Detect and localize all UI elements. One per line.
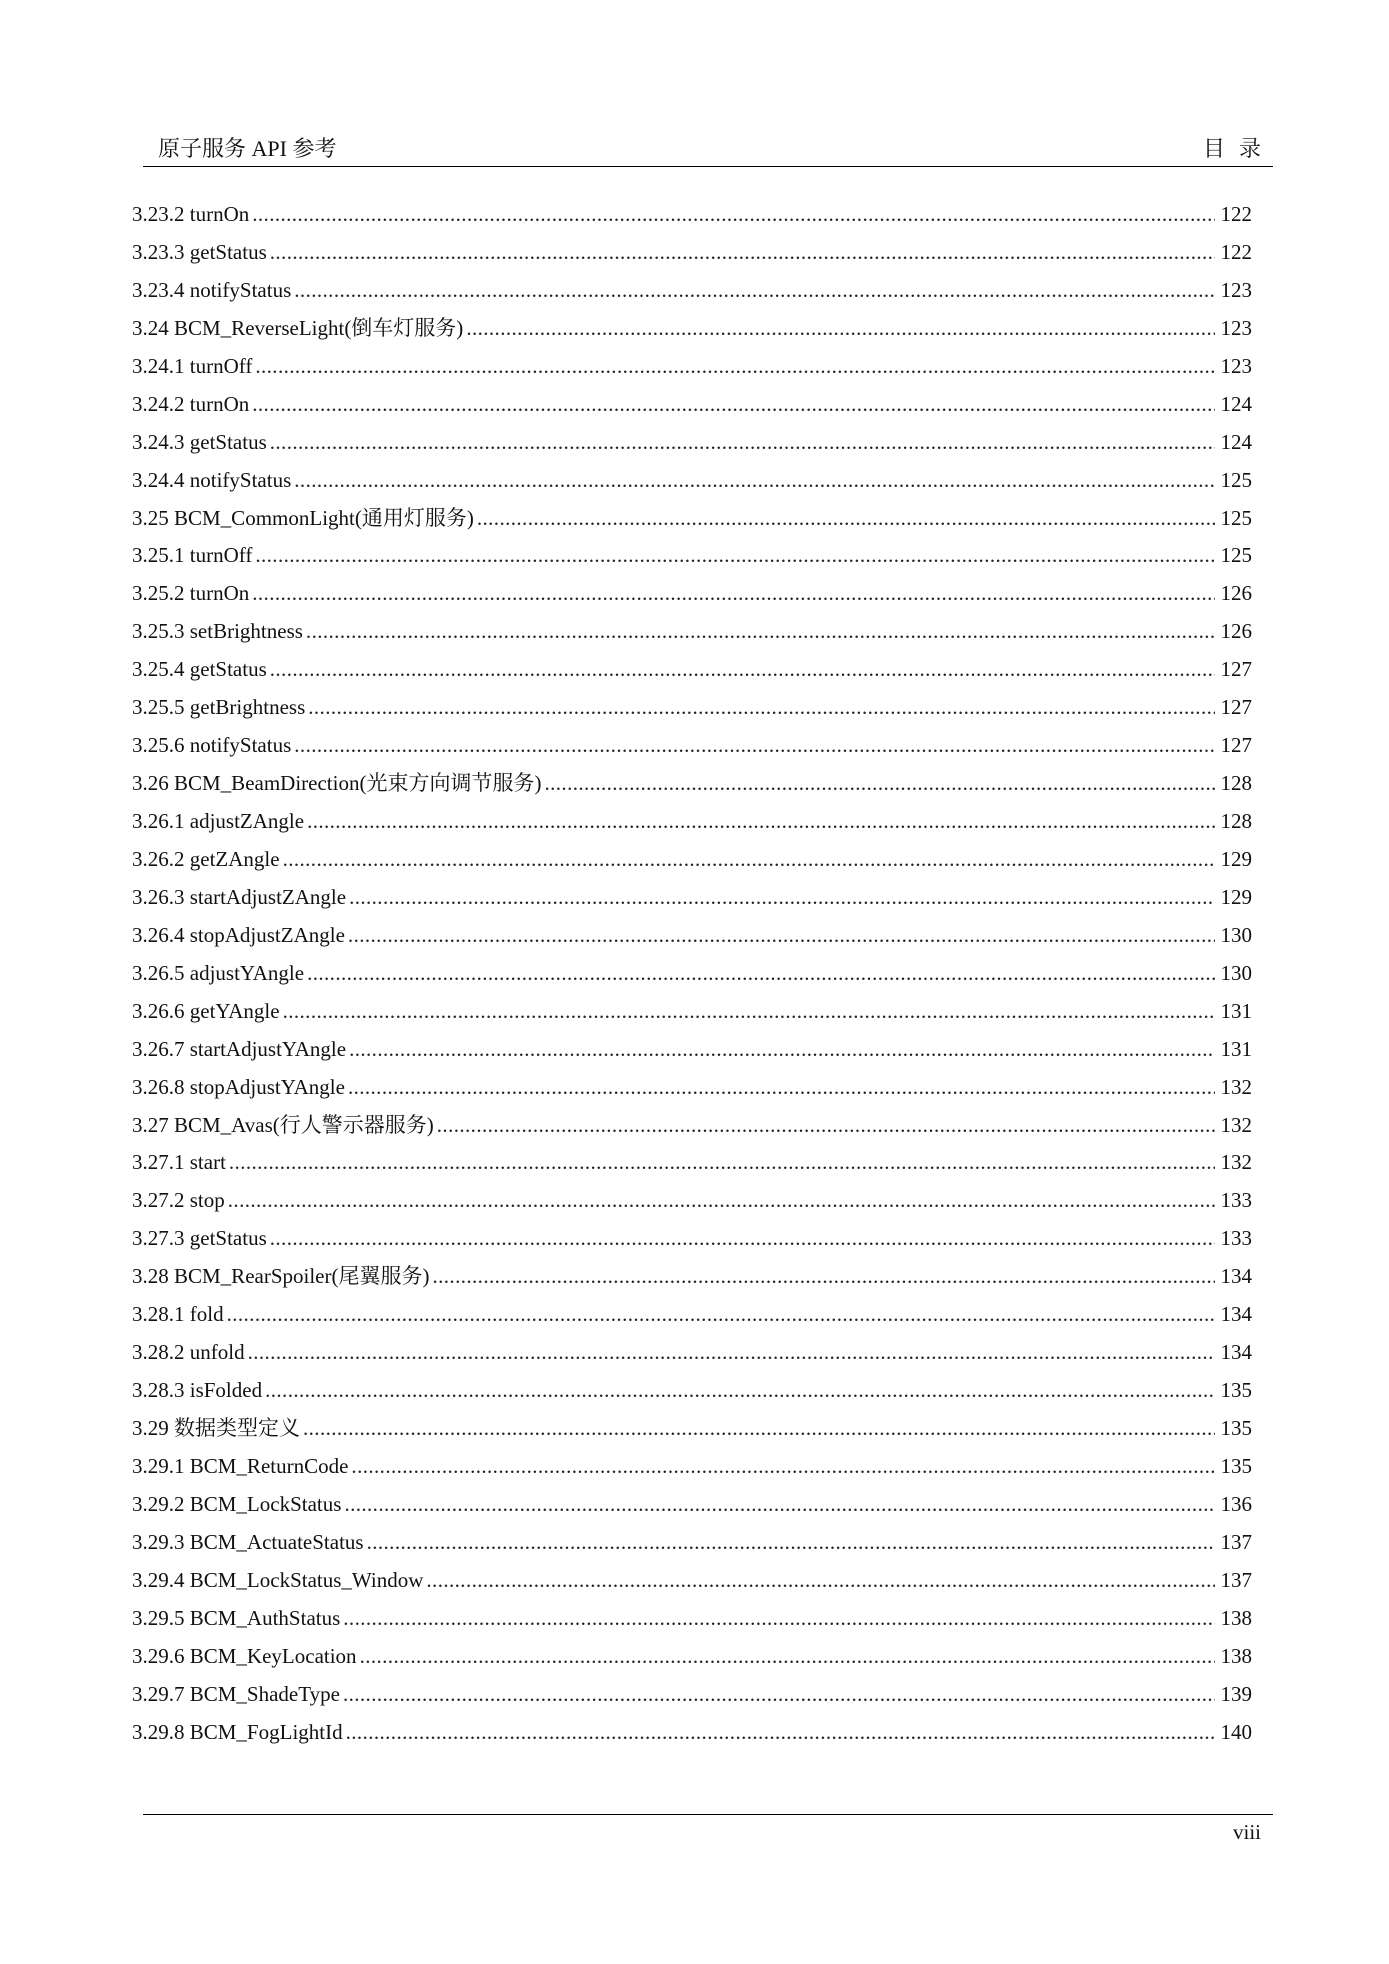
toc-entry[interactable] — [132, 1638, 1252, 1676]
document-title: 原子服务 API 参考 — [158, 136, 337, 161]
toc-entry-page: 133 — [1220, 1226, 1252, 1251]
toc-entry-page: 134 — [1220, 1340, 1252, 1365]
toc-dot-leader — [252, 575, 1215, 613]
toc-entry[interactable] — [132, 386, 1252, 424]
toc-dot-leader — [294, 462, 1215, 500]
table-of-contents — [132, 196, 1252, 1751]
toc-entry[interactable] — [132, 1524, 1252, 1562]
toc-dot-leader — [351, 1448, 1215, 1486]
toc-entry-title: 3.23.3 getStatus — [132, 239, 267, 264]
toc-dot-leader — [248, 1334, 1215, 1372]
toc-dot-leader — [367, 1524, 1215, 1562]
toc-entry-title: 3.29.5 BCM_AuthStatus — [132, 1605, 341, 1630]
toc-entry-page: 126 — [1220, 581, 1252, 606]
toc-entry-page: 132 — [1220, 1112, 1252, 1137]
toc-entry[interactable] — [132, 1334, 1252, 1372]
toc-entry-title: 3.29.2 BCM_LockStatus — [132, 1491, 342, 1516]
toc-entry[interactable] — [132, 196, 1252, 234]
toc-entry-title: 3.29 数据类型定义 — [132, 1416, 300, 1440]
toc-entry-page: 135 — [1220, 1416, 1252, 1440]
toc-dot-leader — [229, 1144, 1215, 1182]
toc-entry-title: 3.26.7 startAdjustYAngle — [132, 1036, 347, 1061]
toc-dot-leader — [344, 1486, 1215, 1524]
toc-entry-page: 137 — [1220, 1567, 1252, 1592]
toc-entry[interactable] — [132, 803, 1252, 841]
toc-dot-leader — [308, 689, 1215, 727]
toc-entry[interactable] — [132, 1448, 1252, 1486]
toc-entry-page: 132 — [1220, 1150, 1252, 1175]
toc-entry-page: 140 — [1220, 1719, 1252, 1744]
toc-entry-title: 3.24.1 turnOff — [132, 353, 253, 378]
toc-entry-page: 122 — [1220, 239, 1252, 264]
toc-entry-title: 3.29.7 BCM_ShadeType — [132, 1681, 340, 1706]
toc-entry[interactable] — [132, 1031, 1252, 1069]
toc-dot-leader — [270, 234, 1215, 272]
toc-dot-leader — [466, 310, 1215, 348]
toc-entry-title: 3.25.4 getStatus — [132, 657, 267, 682]
toc-entry-page: 123 — [1220, 277, 1252, 302]
toc-entry[interactable] — [132, 424, 1252, 462]
toc-entry-title: 3.23.2 turnOn — [132, 202, 250, 226]
toc-entry[interactable] — [132, 1600, 1252, 1638]
toc-entry[interactable] — [132, 1714, 1252, 1752]
toc-entry-page: 132 — [1220, 1074, 1252, 1099]
toc-entry-page: 122 — [1220, 202, 1252, 226]
toc-entry-title: 3.25.6 notifyStatus — [132, 733, 292, 758]
toc-dot-leader — [432, 1258, 1215, 1296]
toc-entry[interactable] — [132, 1486, 1252, 1524]
toc-entry-title: 3.29.4 BCM_LockStatus_Window — [132, 1567, 424, 1592]
toc-dot-leader — [307, 955, 1215, 993]
toc-entry-page: 127 — [1220, 695, 1252, 720]
toc-entry-title: 3.25.2 turnOn — [132, 581, 250, 606]
toc-entry-title: 3.25.5 getBrightness — [132, 695, 306, 720]
page-footer — [143, 1814, 1273, 1844]
toc-dot-leader — [306, 613, 1215, 651]
toc-entry-page: 135 — [1220, 1453, 1252, 1478]
toc-entry-title: 3.23.4 notifyStatus — [132, 277, 292, 302]
toc-dot-leader — [252, 196, 1215, 234]
toc-dot-leader — [255, 537, 1215, 575]
toc-dot-leader — [477, 500, 1215, 538]
toc-entry-page: 123 — [1220, 353, 1252, 378]
toc-dot-leader — [303, 1410, 1215, 1448]
toc-entry-title: 3.24.4 notifyStatus — [132, 467, 292, 492]
toc-entry-title: 3.24.2 turnOn — [132, 391, 250, 416]
toc-dot-leader — [270, 651, 1215, 689]
toc-dot-leader — [283, 993, 1215, 1031]
toc-entry-title: 3.24 BCM_ReverseLight(倒车灯服务) — [132, 315, 464, 340]
toc-dot-leader — [360, 1638, 1215, 1676]
toc-entry[interactable] — [132, 1182, 1252, 1220]
toc-entry-title: 3.28 BCM_RearSpoiler(尾翼服务) — [132, 1264, 430, 1289]
toc-entry-title: 3.25 BCM_CommonLight(通用灯服务) — [132, 505, 474, 530]
toc-entry[interactable] — [132, 879, 1252, 917]
toc-entry-title: 3.25.1 turnOff — [132, 543, 253, 568]
toc-entry-title: 3.26.8 stopAdjustYAngle — [132, 1074, 345, 1099]
toc-dot-leader — [283, 841, 1215, 879]
toc-entry[interactable] — [132, 651, 1252, 689]
toc-entry-title: 3.26.5 adjustYAngle — [132, 960, 305, 985]
toc-entry-title: 3.29.6 BCM_KeyLocation — [132, 1643, 357, 1668]
toc-entry-page: 126 — [1220, 619, 1252, 644]
toc-dot-leader — [346, 1714, 1215, 1752]
toc-entry[interactable] — [132, 1069, 1252, 1107]
toc-entry[interactable] — [132, 1562, 1252, 1600]
toc-dot-leader — [343, 1600, 1215, 1638]
page-header — [143, 134, 1273, 167]
toc-entry[interactable] — [132, 500, 1252, 538]
toc-entry[interactable] — [132, 272, 1252, 310]
toc-entry-title: 3.28.2 unfold — [132, 1340, 245, 1365]
toc-entry[interactable] — [132, 537, 1252, 575]
toc-entry-page: 125 — [1220, 505, 1252, 530]
toc-dot-leader — [348, 917, 1215, 955]
toc-entry-title: 3.26.3 startAdjustZAngle — [132, 884, 347, 909]
toc-dot-leader — [349, 1031, 1215, 1069]
toc-entry-page: 136 — [1220, 1491, 1252, 1516]
toc-entry[interactable] — [132, 993, 1252, 1031]
toc-entry-title: 3.26.1 adjustZAngle — [132, 809, 305, 833]
toc-dot-leader — [252, 386, 1215, 424]
toc-entry[interactable] — [132, 1107, 1252, 1145]
toc-entry-title: 3.29.3 BCM_ActuateStatus — [132, 1529, 364, 1554]
toc-entry[interactable] — [132, 1220, 1252, 1258]
page-number: viii — [1232, 1820, 1261, 1844]
toc-dot-leader — [270, 424, 1215, 462]
toc-entry-title: 3.26 BCM_BeamDirection(光束方向调节服务) — [132, 771, 542, 796]
toc-entry[interactable] — [132, 955, 1252, 993]
toc-entry-page: 124 — [1220, 391, 1252, 416]
toc-entry-page: 128 — [1220, 771, 1252, 796]
toc-entry[interactable] — [132, 1410, 1252, 1448]
toc-entry[interactable] — [132, 234, 1252, 272]
toc-dot-leader — [270, 1220, 1215, 1258]
toc-entry-title: 3.26.6 getYAngle — [132, 998, 280, 1023]
toc-dot-leader — [437, 1107, 1215, 1145]
toc-entry[interactable] — [132, 462, 1252, 500]
toc-entry-title: 3.29.1 BCM_ReturnCode — [132, 1453, 349, 1478]
toc-entry[interactable] — [132, 348, 1252, 386]
toc-entry-page: 134 — [1220, 1264, 1252, 1289]
toc-entry[interactable] — [132, 1676, 1252, 1714]
toc-entry-title: 3.25.3 setBrightness — [132, 619, 303, 644]
toc-entry-page: 125 — [1220, 543, 1252, 568]
toc-dot-leader — [343, 1676, 1215, 1714]
section-title: 目录 — [1202, 136, 1275, 161]
toc-entry[interactable] — [132, 841, 1252, 879]
toc-entry-page: 133 — [1220, 1188, 1252, 1213]
toc-entry-page: 124 — [1220, 429, 1252, 454]
toc-entry-page: 130 — [1220, 960, 1252, 985]
toc-entry-title: 3.29.8 BCM_FogLightId — [132, 1719, 343, 1744]
toc-entry[interactable] — [132, 613, 1252, 651]
toc-dot-leader — [227, 1296, 1215, 1334]
toc-entry-page: 129 — [1220, 884, 1252, 909]
toc-entry-page: 128 — [1220, 809, 1252, 833]
toc-dot-leader — [544, 765, 1215, 803]
toc-dot-leader — [255, 348, 1215, 386]
toc-entry-title: 3.24.3 getStatus — [132, 429, 267, 454]
toc-entry-page: 134 — [1220, 1302, 1252, 1327]
toc-entry[interactable] — [132, 917, 1252, 955]
toc-entry-page: 139 — [1220, 1681, 1252, 1706]
toc-entry[interactable] — [132, 1144, 1252, 1182]
toc-entry[interactable] — [132, 1258, 1252, 1296]
toc-entry-page: 138 — [1220, 1605, 1252, 1630]
toc-entry-page: 137 — [1220, 1529, 1252, 1554]
toc-dot-leader — [426, 1562, 1215, 1600]
toc-entry[interactable] — [132, 1296, 1252, 1334]
toc-entry-title: 3.26.2 getZAngle — [132, 846, 280, 871]
toc-entry-title: 3.28.1 fold — [132, 1302, 224, 1327]
toc-dot-leader — [294, 272, 1215, 310]
toc-dot-leader — [349, 879, 1215, 917]
toc-entry-page: 131 — [1220, 1036, 1252, 1061]
toc-dot-leader — [294, 727, 1215, 765]
toc-entry-title: 3.27.1 start — [132, 1150, 226, 1175]
toc-dot-leader — [265, 1372, 1215, 1410]
toc-entry-title: 3.27.2 stop — [132, 1188, 225, 1213]
toc-dot-leader — [348, 1069, 1215, 1107]
toc-dot-leader — [228, 1182, 1215, 1220]
toc-entry[interactable] — [132, 727, 1252, 765]
toc-entry-page: 131 — [1220, 998, 1252, 1023]
toc-entry-page: 125 — [1220, 467, 1252, 492]
toc-entry[interactable] — [132, 765, 1252, 803]
toc-dot-leader — [307, 803, 1215, 841]
toc-entry-page: 129 — [1220, 846, 1252, 871]
toc-entry[interactable] — [132, 1372, 1252, 1410]
toc-entry-page: 138 — [1220, 1643, 1252, 1668]
toc-entry-title: 3.26.4 stopAdjustZAngle — [132, 922, 345, 947]
toc-entry-page: 127 — [1220, 657, 1252, 682]
toc-entry-page: 127 — [1220, 733, 1252, 758]
toc-entry[interactable] — [132, 310, 1252, 348]
toc-entry[interactable] — [132, 689, 1252, 727]
toc-entry-title: 3.27.3 getStatus — [132, 1226, 267, 1251]
toc-entry-title: 3.27 BCM_Avas(行人警示器服务) — [132, 1112, 434, 1137]
toc-entry-page: 135 — [1220, 1378, 1252, 1403]
toc-entry-title: 3.28.3 isFolded — [132, 1378, 263, 1403]
toc-entry-page: 130 — [1220, 922, 1252, 947]
toc-entry[interactable] — [132, 575, 1252, 613]
toc-entry-page: 123 — [1220, 315, 1252, 340]
